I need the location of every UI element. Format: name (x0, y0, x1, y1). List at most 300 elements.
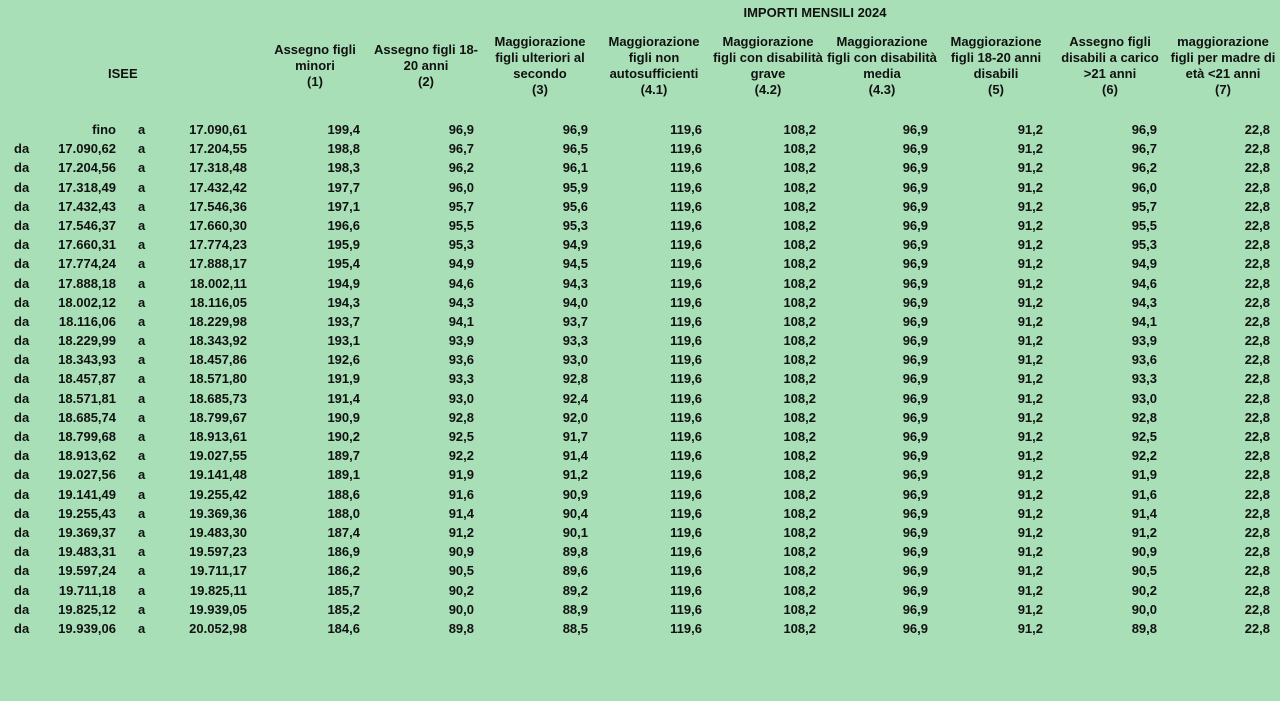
row-separator: a (138, 544, 146, 560)
amount-cell: 119,6 (670, 256, 702, 272)
amount-cell: 22,8 (1244, 313, 1270, 329)
amount-cell: 88,9 (562, 601, 588, 617)
row-prefix: da (14, 275, 30, 291)
amount-cell: 94,6 (448, 275, 474, 291)
amount-cell: 108,2 (783, 179, 816, 195)
amount-cell: 96,9 (902, 505, 928, 521)
amount-cell: 93,3 (562, 333, 588, 349)
amount-cell: 96,9 (902, 371, 928, 387)
amount-cell: 96,9 (902, 563, 928, 579)
amount-cell: 91,6 (448, 486, 474, 502)
isee-to: 19.597,23 (189, 544, 247, 560)
amount-cell: 96,9 (902, 524, 928, 540)
amount-cell: 96,9 (902, 160, 928, 176)
amount-cell: 108,2 (783, 601, 816, 617)
amount-cell: 96,2 (1131, 160, 1157, 176)
col-header-label: Assegno figli disabili a carico >21 anni (1061, 34, 1159, 81)
isee-to: 19.141,48 (189, 467, 247, 483)
amount-cell: 108,2 (783, 448, 816, 464)
amount-cell: 108,2 (783, 505, 816, 521)
amount-cell: 93,0 (1131, 390, 1157, 406)
amount-cell: 96,0 (448, 179, 474, 195)
amount-cell: 96,9 (902, 467, 928, 483)
amount-cell: 95,3 (562, 217, 588, 233)
col-header-num: (7) (1215, 82, 1231, 97)
amount-cell: 91,2 (1017, 352, 1043, 368)
amount-cell: 119,6 (670, 352, 702, 368)
amount-cell: 92,2 (1131, 448, 1157, 464)
amount-cell: 119,6 (670, 524, 702, 540)
amount-cell: 96,9 (902, 122, 928, 137)
amount-cell: 96,2 (448, 160, 474, 176)
amount-cell: 119,6 (670, 275, 702, 291)
amount-cell: 91,4 (448, 505, 474, 521)
amount-cell: 22,8 (1244, 582, 1270, 598)
amount-cell: 91,2 (1017, 141, 1043, 157)
isee-to: 18.799,67 (189, 409, 247, 425)
amount-cell: 96,9 (1131, 122, 1157, 137)
isee-to: 18.571,80 (189, 371, 247, 387)
amount-cell: 91,2 (1017, 620, 1043, 636)
table-row (0, 619, 1280, 638)
amount-cell: 92,8 (1131, 409, 1157, 425)
amount-cell: 91,2 (1017, 294, 1043, 310)
isee-to: 17.204,55 (189, 141, 247, 157)
amount-cell: 185,2 (327, 601, 360, 617)
amount-cell: 119,6 (670, 582, 702, 598)
amount-cell: 188,6 (327, 486, 360, 502)
amount-cell: 119,6 (670, 371, 702, 387)
amount-cell: 91,7 (562, 429, 588, 444)
amount-cell: 93,7 (562, 313, 588, 329)
amount-cell: 92,8 (562, 371, 588, 387)
amount-cell: 197,7 (327, 179, 360, 195)
row-separator: a (138, 294, 146, 310)
amount-cell: 93,6 (448, 352, 474, 368)
amount-cell: 96,1 (562, 160, 588, 176)
col-header-label: Assegno figli minori (274, 42, 356, 73)
amount-cell: 96,0 (1131, 179, 1157, 195)
amount-cell: 22,8 (1244, 544, 1270, 560)
amount-cell: 187,4 (327, 524, 360, 540)
amount-cell: 96,9 (902, 198, 928, 214)
amount-cell: 190,2 (327, 429, 360, 444)
amount-cell: 91,2 (1017, 563, 1043, 579)
amount-cell: 95,6 (562, 198, 588, 214)
amount-cell: 93,9 (1131, 333, 1157, 349)
amount-cell: 94,3 (1131, 294, 1157, 310)
isee-to: 19.027,55 (189, 448, 247, 464)
amount-cell: 119,6 (670, 544, 702, 560)
amount-cell: 89,8 (448, 620, 474, 636)
isee-from: 17.774,24 (58, 256, 116, 272)
table-row (0, 485, 1280, 504)
amount-cell: 195,9 (327, 237, 360, 253)
table-row (0, 178, 1280, 197)
isee-to: 18.685,73 (189, 390, 247, 406)
table-row (0, 235, 1280, 254)
amount-cell: 90,0 (448, 601, 474, 617)
row-separator: a (138, 371, 146, 387)
amount-cell: 91,2 (1017, 505, 1043, 521)
amount-cell: 108,2 (783, 333, 816, 349)
col-header-label: Maggiorazione figli con disabilità media (827, 34, 937, 81)
amount-cell: 96,9 (902, 601, 928, 617)
isee-from: 19.825,12 (58, 601, 116, 617)
amount-cell: 22,8 (1244, 160, 1270, 176)
amount-cell: 91,2 (562, 467, 588, 483)
table-row (0, 523, 1280, 542)
amount-cell: 22,8 (1244, 524, 1270, 540)
amount-cell: 22,8 (1244, 429, 1270, 444)
amount-cell: 119,6 (670, 505, 702, 521)
amount-cell: 22,8 (1244, 256, 1270, 272)
amount-cell: 119,6 (670, 237, 702, 253)
row-prefix: da (14, 505, 30, 521)
isee-header: ISEE (108, 66, 138, 81)
amount-cell: 95,3 (448, 237, 474, 253)
table-row (0, 254, 1280, 273)
isee-from: 19.369,37 (58, 524, 116, 540)
row-separator: a (138, 429, 146, 444)
amount-cell: 96,9 (902, 409, 928, 425)
amount-cell: 96,9 (902, 486, 928, 502)
col-header-4-2 (712, 34, 824, 98)
amount-cell: 119,6 (670, 467, 702, 483)
row-prefix: da (14, 217, 30, 233)
amount-cell: 108,2 (783, 429, 816, 444)
row-prefix: da (14, 371, 30, 387)
table-row (0, 542, 1280, 561)
amount-cell: 91,2 (1017, 582, 1043, 598)
col-header-num: (1) (307, 74, 323, 89)
isee-to: 18.116,05 (189, 294, 247, 310)
amount-cell: 96,9 (902, 217, 928, 233)
table-row (0, 369, 1280, 388)
amount-cell: 91,2 (1017, 160, 1043, 176)
amount-cell: 96,7 (1131, 141, 1157, 157)
col-header-num: (4.1) (640, 82, 668, 97)
amount-cell: 22,8 (1244, 409, 1270, 425)
amount-cell: 95,7 (448, 198, 474, 214)
col-header-label: maggiorazione figli per madre di età <21 anni (1170, 34, 1276, 81)
isee-to: 17.318,48 (189, 160, 247, 176)
amount-cell: 90,1 (562, 524, 588, 540)
table-row (0, 139, 1280, 158)
amount-cell: 119,6 (670, 333, 702, 349)
amount-cell: 199,4 (327, 122, 360, 137)
amount-cell: 96,9 (902, 448, 928, 464)
row-separator: a (138, 313, 146, 329)
amount-cell: 22,8 (1244, 179, 1270, 195)
isee-table-body (0, 120, 1280, 638)
amount-cell: 119,6 (670, 122, 702, 137)
amount-cell: 194,3 (327, 294, 360, 310)
isee-to: 17.546,36 (189, 198, 247, 214)
isee-from: fino (92, 122, 116, 137)
amount-cell: 96,9 (902, 313, 928, 329)
isee-to: 17.660,30 (189, 217, 247, 233)
isee-to: 20.052,98 (189, 620, 247, 636)
amount-cell: 94,5 (562, 256, 588, 272)
amount-cell: 119,6 (670, 160, 702, 176)
amount-cell: 90,5 (448, 563, 474, 579)
amount-cell: 92,0 (562, 409, 588, 425)
amount-cell: 94,3 (448, 294, 474, 310)
amount-cell: 185,7 (327, 582, 360, 598)
isee-from: 19.597,24 (58, 563, 116, 579)
amount-cell: 91,2 (1017, 256, 1043, 272)
isee-to: 19.825,11 (189, 582, 247, 598)
isee-from: 18.571,81 (58, 390, 116, 406)
row-prefix: da (14, 409, 30, 425)
row-prefix: da (14, 467, 30, 483)
table-row (0, 197, 1280, 216)
amount-cell: 96,9 (902, 390, 928, 406)
amount-cell: 194,9 (327, 275, 360, 291)
amount-cell: 91,2 (1017, 524, 1043, 540)
amount-cell: 94,6 (1131, 275, 1157, 291)
amount-cell: 119,6 (670, 390, 702, 406)
amount-cell: 94,9 (562, 237, 588, 253)
row-separator: a (138, 179, 146, 195)
amount-cell: 96,9 (902, 352, 928, 368)
amount-cell: 22,8 (1244, 390, 1270, 406)
amount-cell: 119,6 (670, 486, 702, 502)
amount-cell: 91,2 (1017, 237, 1043, 253)
amount-cell: 108,2 (783, 294, 816, 310)
amount-cell: 90,9 (1131, 544, 1157, 560)
table-row (0, 120, 1280, 139)
amount-cell: 91,2 (1017, 122, 1043, 137)
row-separator: a (138, 390, 146, 406)
amount-cell: 119,6 (670, 448, 702, 464)
amount-cell: 91,2 (1131, 524, 1157, 540)
amount-cell: 22,8 (1244, 275, 1270, 291)
isee-to: 18.913,61 (189, 429, 247, 444)
amount-cell: 91,2 (1017, 179, 1043, 195)
isee-to: 18.457,86 (189, 352, 247, 368)
isee-from: 18.343,93 (58, 352, 116, 368)
col-header-num: (4.2) (754, 82, 782, 97)
isee-from: 17.432,43 (58, 198, 116, 214)
amount-cell: 119,6 (670, 217, 702, 233)
row-separator: a (138, 582, 146, 598)
amount-cell: 91,2 (1017, 275, 1043, 291)
amount-cell: 22,8 (1244, 505, 1270, 521)
isee-to: 17.432,42 (189, 179, 247, 195)
amount-cell: 22,8 (1244, 198, 1270, 214)
amount-cell: 119,6 (670, 563, 702, 579)
row-separator: a (138, 141, 146, 157)
amount-cell: 91,9 (1131, 467, 1157, 483)
amount-cell: 94,1 (1131, 313, 1157, 329)
isee-to: 19.711,17 (189, 563, 247, 579)
row-prefix: da (14, 620, 30, 636)
amount-cell: 89,8 (1131, 620, 1157, 636)
isee-to: 17.090,61 (189, 122, 247, 137)
amount-cell: 91,2 (1017, 429, 1043, 444)
amount-cell: 108,2 (783, 467, 816, 483)
amount-cell: 96,5 (562, 141, 588, 157)
amount-cell: 96,7 (448, 141, 474, 157)
table-row (0, 216, 1280, 235)
amount-cell: 92,5 (1131, 429, 1157, 444)
table-row (0, 581, 1280, 600)
amount-cell: 196,6 (327, 217, 360, 233)
amount-cell: 96,9 (902, 333, 928, 349)
isee-from: 18.685,74 (58, 409, 116, 425)
table-row (0, 293, 1280, 312)
amount-cell: 92,2 (448, 448, 474, 464)
amount-cell: 91,2 (1017, 409, 1043, 425)
amount-cell: 22,8 (1244, 122, 1270, 137)
amount-cell: 119,6 (670, 429, 702, 444)
amount-cell: 92,4 (562, 390, 588, 406)
amount-cell: 90,4 (562, 505, 588, 521)
amount-cell: 90,0 (1131, 601, 1157, 617)
col-header-num: (2) (418, 74, 434, 89)
row-prefix: da (14, 563, 30, 579)
amount-cell: 22,8 (1244, 601, 1270, 617)
amount-cell: 186,9 (327, 544, 360, 560)
amount-cell: 108,2 (783, 524, 816, 540)
amount-cell: 184,6 (327, 620, 360, 636)
amount-cell: 189,7 (327, 448, 360, 464)
table-row (0, 408, 1280, 427)
amount-cell: 119,6 (670, 141, 702, 157)
isee-to: 19.483,30 (189, 524, 247, 540)
isee-from: 19.141,49 (58, 486, 116, 502)
amount-cell: 90,2 (1131, 582, 1157, 598)
amount-cell: 89,2 (562, 582, 588, 598)
table-row (0, 465, 1280, 484)
row-prefix: da (14, 333, 30, 349)
amount-cell: 90,9 (448, 544, 474, 560)
isee-from: 18.116,06 (58, 313, 116, 329)
amount-cell: 119,6 (670, 409, 702, 425)
row-prefix: da (14, 352, 30, 368)
amount-cell: 93,0 (448, 390, 474, 406)
amount-cell: 189,1 (327, 467, 360, 483)
amount-cell: 108,2 (783, 544, 816, 560)
isee-from: 17.660,31 (58, 237, 116, 253)
amount-cell: 91,4 (562, 448, 588, 464)
col-header-label: Maggiorazione figli ulteriori al secondo (494, 34, 586, 81)
row-separator: a (138, 275, 146, 291)
amount-cell: 91,9 (448, 467, 474, 483)
amount-cell: 94,9 (1131, 256, 1157, 272)
isee-from: 17.888,18 (58, 275, 116, 291)
amount-cell: 91,2 (1017, 467, 1043, 483)
col-header-num: (6) (1102, 82, 1118, 97)
col-header-1 (262, 42, 368, 90)
col-header-5 (940, 34, 1052, 98)
amount-cell: 93,3 (1131, 371, 1157, 387)
table-row (0, 446, 1280, 465)
table-row (0, 350, 1280, 369)
amount-cell: 96,9 (902, 179, 928, 195)
table-row (0, 312, 1280, 331)
isee-from: 17.090,62 (58, 141, 116, 157)
isee-from: 19.711,18 (58, 582, 116, 598)
isee-from: 18.229,99 (58, 333, 116, 349)
amount-cell: 94,0 (562, 294, 588, 310)
amount-cell: 108,2 (783, 582, 816, 598)
amount-cell: 93,6 (1131, 352, 1157, 368)
row-prefix: da (14, 544, 30, 560)
amount-cell: 22,8 (1244, 486, 1270, 502)
row-separator: a (138, 333, 146, 349)
amount-cell: 22,8 (1244, 620, 1270, 636)
isee-from: 18.002,12 (58, 294, 116, 310)
row-separator: a (138, 160, 146, 176)
amount-cell: 108,2 (783, 390, 816, 406)
isee-from: 19.483,31 (58, 544, 116, 560)
table-row (0, 504, 1280, 523)
col-header-3 (484, 34, 596, 98)
amount-cell: 96,9 (902, 294, 928, 310)
isee-to: 19.939,05 (189, 601, 247, 617)
row-separator: a (138, 601, 146, 617)
amount-cell: 119,6 (670, 620, 702, 636)
row-prefix: da (14, 390, 30, 406)
isee-from: 18.457,87 (58, 371, 116, 387)
amount-cell: 91,2 (1017, 544, 1043, 560)
amount-cell: 94,1 (448, 313, 474, 329)
amount-cell: 92,8 (448, 409, 474, 425)
isee-to: 17.888,17 (189, 256, 247, 272)
isee-from: 19.027,56 (58, 467, 116, 483)
isee-from: 19.939,06 (58, 620, 116, 636)
amount-cell: 119,6 (670, 294, 702, 310)
amount-cell: 91,2 (1017, 313, 1043, 329)
amount-cell: 108,2 (783, 486, 816, 502)
row-separator: a (138, 198, 146, 214)
amount-cell: 91,2 (1017, 217, 1043, 233)
row-separator: a (138, 467, 146, 483)
row-separator: a (138, 409, 146, 425)
amount-cell: 108,2 (783, 256, 816, 272)
amount-cell: 198,3 (327, 160, 360, 176)
amount-cell: 95,3 (1131, 237, 1157, 253)
isee-to: 18.229,98 (189, 313, 247, 329)
amount-cell: 96,9 (902, 582, 928, 598)
amount-cell: 22,8 (1244, 217, 1270, 233)
col-header-2 (370, 42, 482, 90)
table-row (0, 158, 1280, 177)
amount-cell: 96,9 (448, 122, 474, 137)
amount-cell: 22,8 (1244, 294, 1270, 310)
amount-cell: 119,6 (670, 313, 702, 329)
col-header-label: Assegno figli 18-20 anni (373, 42, 479, 73)
table-title: IMPORTI MENSILI 2024 (743, 5, 887, 20)
isee-from: 18.799,68 (58, 429, 116, 444)
isee-to: 19.369,36 (189, 505, 247, 521)
amount-cell: 94,3 (562, 275, 588, 291)
amount-cell: 91,2 (1017, 390, 1043, 406)
amount-cell: 89,8 (562, 544, 588, 560)
amount-cell: 95,9 (562, 179, 588, 195)
amount-cell: 91,2 (1017, 486, 1043, 502)
amount-cell: 108,2 (783, 409, 816, 425)
amount-cell: 90,2 (448, 582, 474, 598)
amount-cell: 22,8 (1244, 467, 1270, 483)
row-separator: a (138, 563, 146, 579)
amount-cell: 91,2 (1017, 601, 1043, 617)
row-prefix: da (14, 256, 30, 272)
isee-from: 17.546,37 (58, 217, 116, 233)
